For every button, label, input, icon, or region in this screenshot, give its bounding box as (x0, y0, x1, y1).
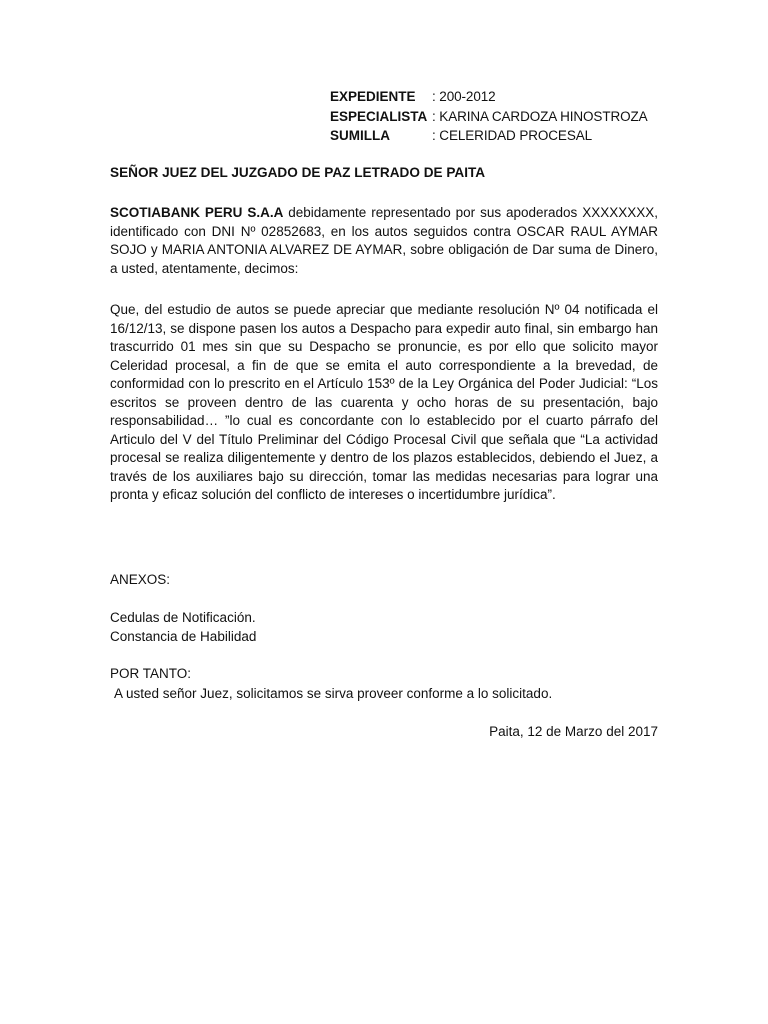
header-row-sumilla (330, 126, 648, 146)
header-row-especialista (330, 107, 648, 127)
especialista-value: : KARINA CARDOZA HINOSTROZA (432, 108, 648, 124)
anexo-item: Constancia de Habilidad (110, 629, 257, 644)
case-header (330, 87, 648, 146)
intro-bold-lead: SCOTIABANK PERU S.A.A (110, 205, 284, 220)
place-date: Paita, 12 de Marzo del 2017 (489, 724, 658, 739)
intro-paragraph (110, 204, 658, 278)
expediente-label: EXPEDIENTE (330, 89, 416, 104)
anexos-title: ANEXOS: (110, 572, 171, 587)
intro-text: debidamente representado por sus apoderados XXXXXXXX, identificado con DNI Nº 02852683, en los autos seguidos contra OSCAR RAUL AYMAR SOJO y MARIA ANTONIA ALVAREZ DE AYMAR, sobre obligación de Dar suma de Dinero, a usted, atentamente, decimos: (110, 205, 658, 276)
especialista-label: ESPECIALISTA (330, 108, 428, 124)
anexo-item: Cedulas de Notificación. (110, 610, 256, 625)
addressee-title: SEÑOR JUEZ DEL JUZGADO DE PAZ LETRADO DE PAITA (110, 165, 486, 180)
sumilla-value: : CELERIDAD PROCESAL (432, 128, 593, 143)
por-tanto-heading: POR TANTO: (110, 666, 192, 681)
expediente-value: : 200-2012 (432, 89, 496, 104)
header-row-expediente (330, 87, 648, 107)
request-text: A usted señor Juez, solicitamos se sirva proveer conforme a lo solicitado. (114, 686, 553, 701)
sumilla-label: SUMILLA (330, 128, 390, 143)
body-paragraph: Que, del estudio de autos se puede apreciar que mediante resolución Nº 04 notificada el 16/12/13, se dispone pasen los autos a Despacho para expedir auto final, sin embargo han trascurrido 01 mes sin que su Despacho se pronuncie, es por ello que solicito mayor Celeridad procesal, a fin de que se emita el auto correspondiente a la brevedad, de conformidad con lo prescrito en el Artículo 153º de la Ley Orgánica del Poder Judicial: “Los escritos se proveen dentro de las cuarenta y ocho horas de su presentación, bajo responsabilidad… ”lo cual es concordante con lo establecido por el cuarto párrafo del Articulo del V del Título Preliminar del Código Procesal Civil que señala que “La actividad procesal se realiza diligentemente y dentro de los plazos establecidos, debiendo el Juez, a través de los auxiliares bajo su dirección, tomar las medidas necesarias para lograr una pronta y eficaz solución del conflicto de intereses o incertidumbre jurídica”. (110, 302, 658, 502)
